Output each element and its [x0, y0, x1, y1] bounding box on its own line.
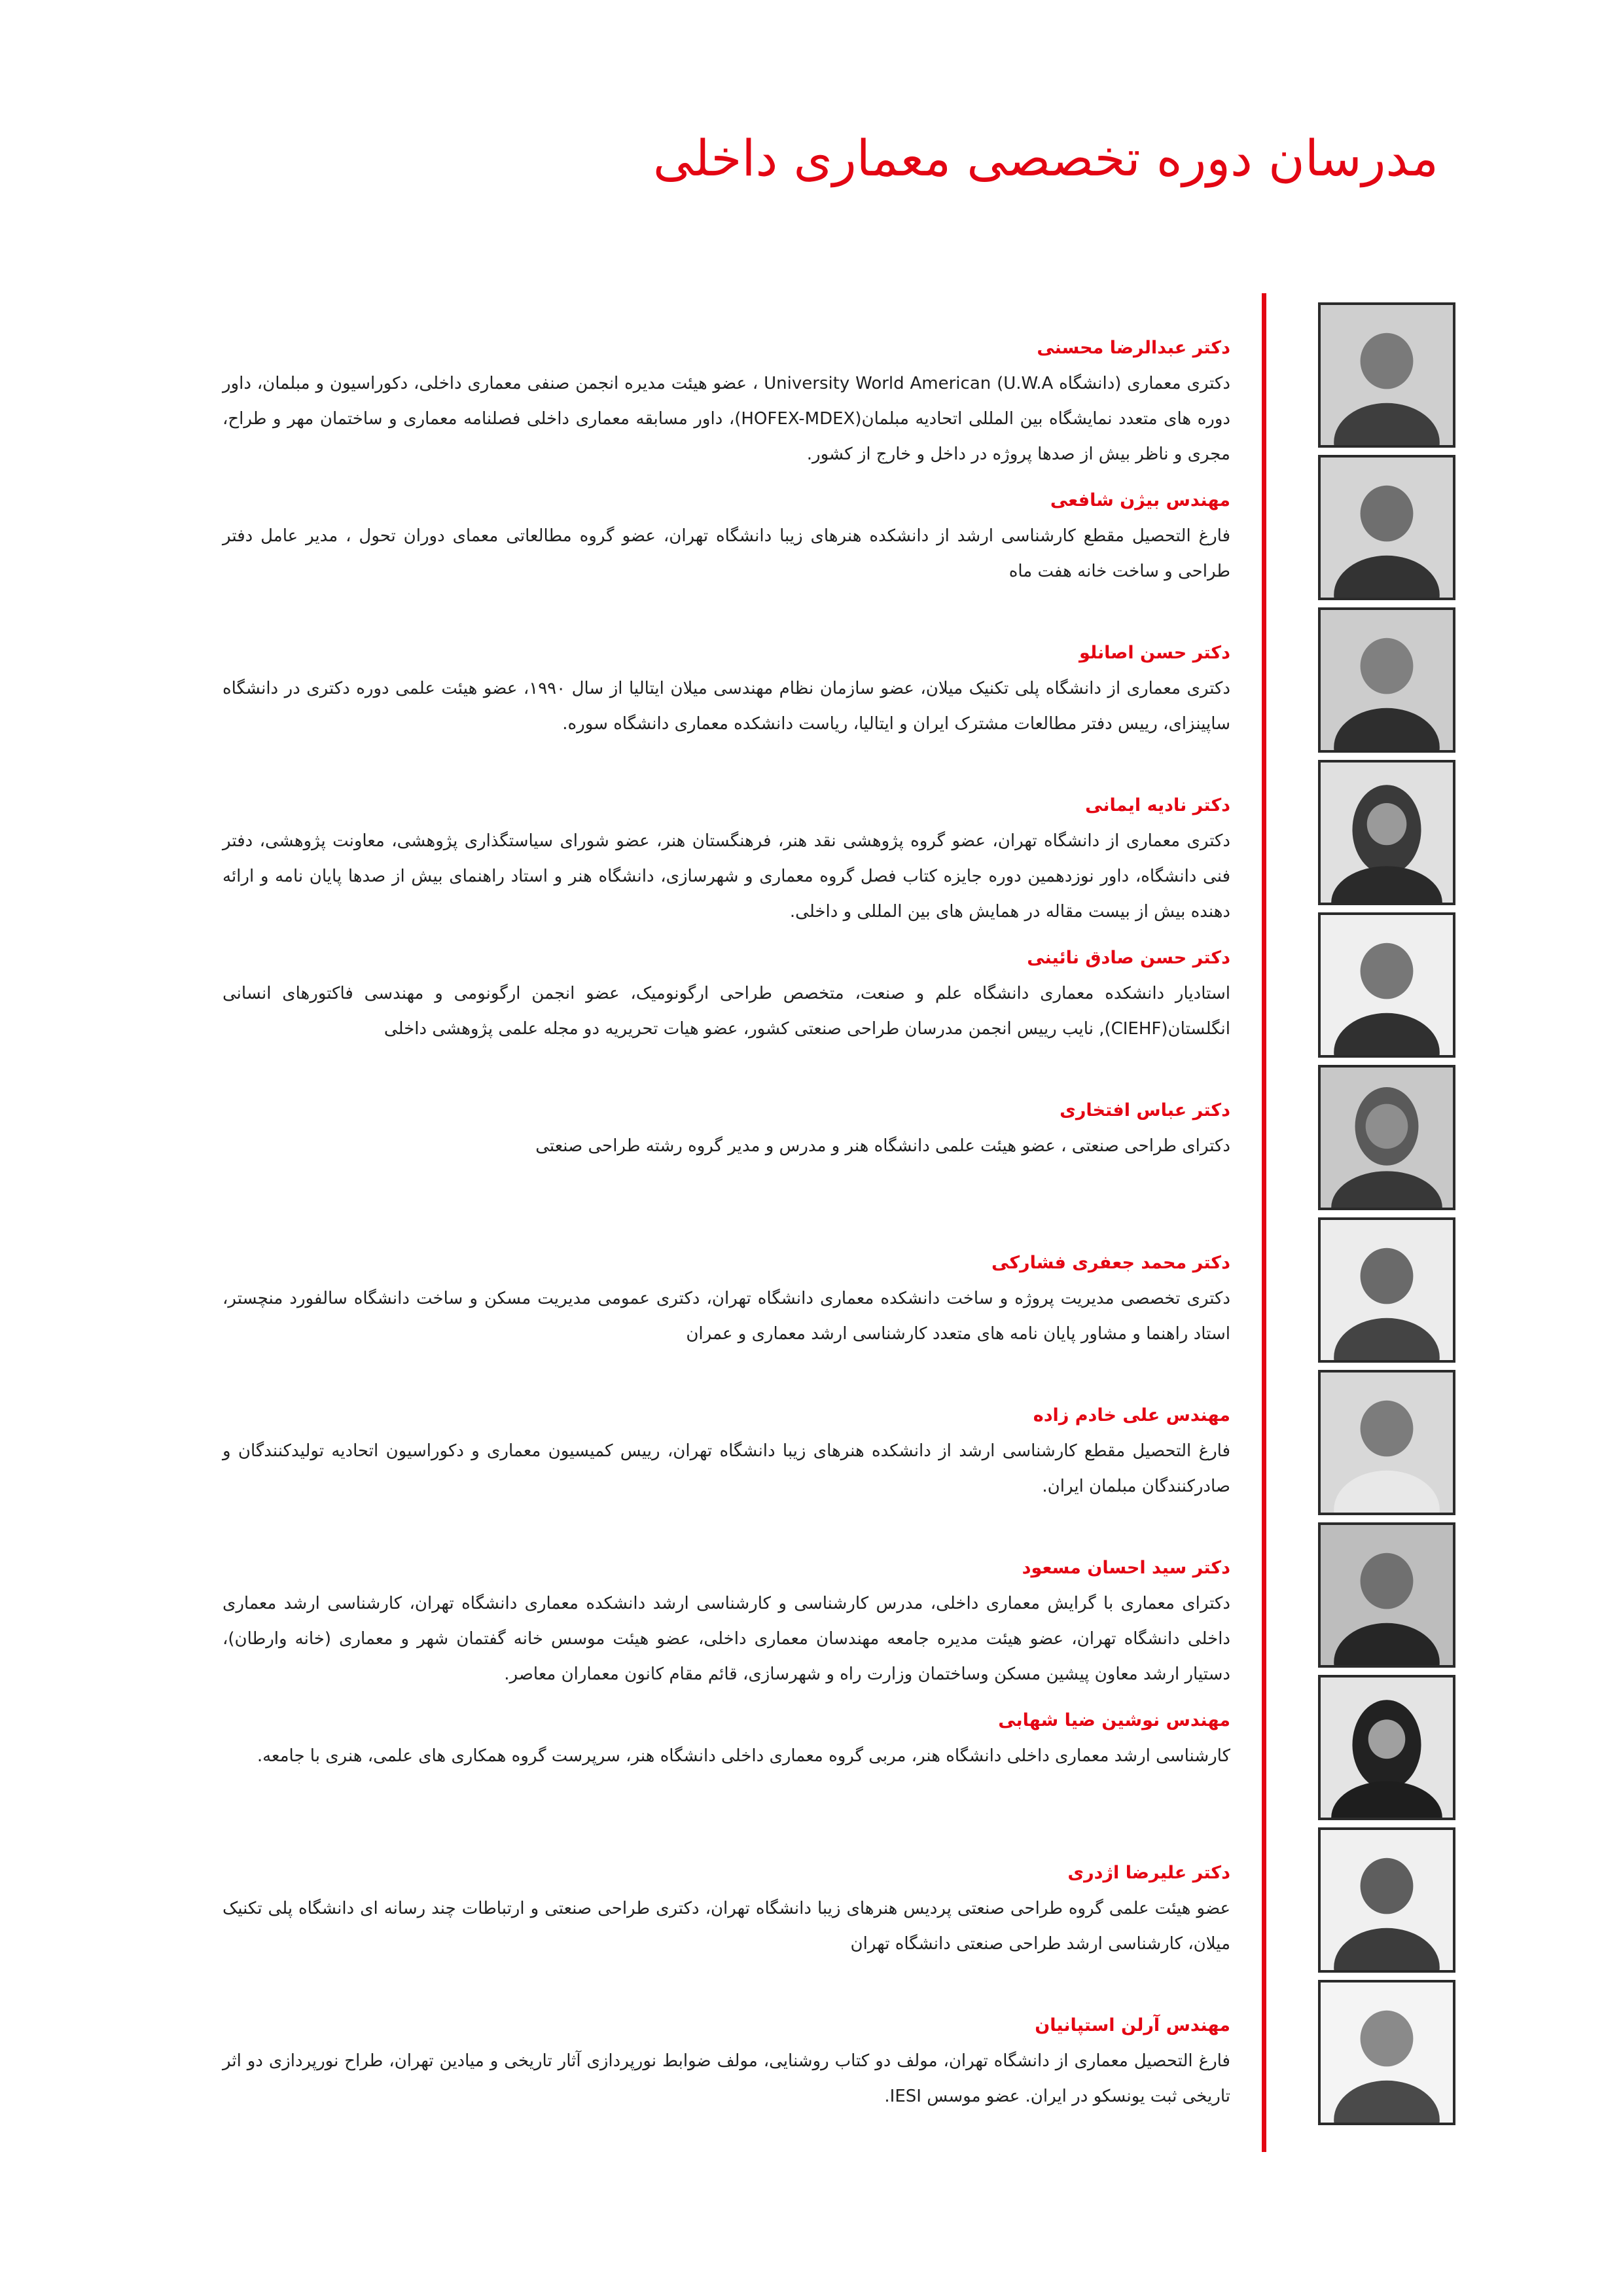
instructor-name: دکتر حسن اصانلو: [1079, 643, 1230, 663]
instructor-entry: [0, 1217, 1623, 1368]
instructor-entry: [0, 607, 1623, 758]
instructor-bio: دکتری تخصصی مدیریت پروژه و ساخت دانشکده معماری دانشگاه تهران، دکتری عمومی مدیریت مسکن و ساخت دانشگاه سالفورد منچستر، استاد راهنما و مشاور پایان نامه های متعدد کارشناسی ارشد معماری و عمران: [223, 1289, 1230, 1344]
instructor-photo: [1318, 455, 1455, 600]
instructor-photo: [1318, 1827, 1455, 1973]
instructor-bio: استادیار دانشکده معماری دانشگاه علم و صنعت، متخصص طراحی ارگونومیک، عضو انجمن ارگونومی و مهندسی فاکتورهای انسانی انگلستان(CIEHF), نایب رییس انجمن مدرسان طراحی صنعتی کشور، عضو هیات تحریریه دو مجله علمی پژوهشی داخلی: [223, 984, 1230, 1039]
instructor-photo: [1318, 1980, 1455, 2125]
instructor-photo: [1318, 302, 1455, 448]
instructor-photo: [1318, 1370, 1455, 1515]
instructor-bio: دکتری معماری از دانشگاه تهران، عضو گروه پژوهشی نقد هنر، فرهنگستان هنر، عضو شورای سیاستگذاری پژوهشی، معاونت پژوهشی، دفتر فنی دانشگاه، داور نوزدهمین دوره جایزه کتاب فصل گروه معماری و شهرسازی، دانشگاه هنر و استاد راهنمای بیش از صدها پایان نامه و ارائه دهنده بیش از بیست مقاله در همایش های بین المللی و داخلی.: [223, 831, 1230, 922]
instructor-entry: [0, 760, 1623, 922]
instructor-photo: [1318, 607, 1455, 753]
instructor-bio: دکترای طراحی صنعتی ، عضو هیئت علمی دانشگاه هنر و مدرس و مدیر گروه رشته طراحی صنعتی: [535, 1136, 1230, 1157]
instructor-bio: کارشناسی ارشد معماری داخلی دانشگاه هنر، مربی گروه معماری داخلی دانشگاه هنر، سرپرست گروه همکاری های علمی، هنری با جامعه.: [257, 1746, 1230, 1767]
instructor-entry: [0, 1370, 1623, 1520]
instructor-entry: [0, 1065, 1623, 1215]
instructor-entry: [0, 912, 1623, 1063]
page-title: مدرسان دوره تخصصی معماری داخلی: [652, 129, 1438, 187]
instructor-bio: فارغ التحصیل مقطع کارشناسی ارشد از دانشکده هنرهای زیبا دانشگاه تهران، عضو گروه مطالعاتی معمای دوران تحول ، مدیر عامل دفتر طراحی و ساخت خانه هفت ماه: [223, 526, 1230, 582]
instructor-entry: [0, 1827, 1623, 1978]
instructor-name: مهندس علی خادم زاده: [1033, 1405, 1230, 1426]
instructor-bio: فارغ التحصیل مقطع کارشناسی ارشد از دانشکده هنرهای زیبا دانشگاه تهران، رییس کمیسیون معماری و دکوراسیون اتحادیه تولیدکنندگان و صادرکنندگان مبلمان ایران.: [223, 1441, 1230, 1497]
instructor-bio: دکترای معماری با گرایش معماری داخلی، مدرس کارشناسی و کارشناسی ارشد دانشکده معماری دانشگاه تهران، کارشناسی ارشد معماری داخلی دانشگاه تهران، عضو هیئت مدیره جامعه مهندسان معماری داخلی، عضو هیئت موسس خانه گفتمان شهر و معماری (خانه وارطان)، دستیار ارشد معاون پیشین مسکن وساختمان وزارت راه و شهرسازی، قائم مقام کانون معماران معاصر.: [223, 1594, 1230, 1685]
instructor-entry: [0, 1675, 1623, 1825]
instructor-name: مهندس آرلن استپانیان: [1035, 2015, 1230, 2036]
instructor-name: دکتر عباس افتخاری: [1060, 1100, 1230, 1121]
instructor-bio: فارغ التحصیل معماری از دانشگاه تهران، مولف دو کتاب روشنایی، مولف ضوابط نورپردازی آثار تاریخی و میادین تهران، طراح نورپردازی دو اثر تاریخی ثبت یونسکو در ایران. عضو موسس IESI.: [223, 2051, 1230, 2107]
instructor-name: دکتر محمد جعفری فشارکی: [991, 1253, 1230, 1273]
instructor-name: مهندس نوشین ضیا شهابی: [998, 1710, 1230, 1731]
instructor-photo: [1318, 1522, 1455, 1668]
instructor-name: دکتر حسن صادق نائینی: [1027, 948, 1230, 968]
instructor-bio: عضو هیئت علمی گروه طراحی صنعتی پردیس هنرهای زیبا دانشگاه تهران، دکتری طراحی صنعتی و ارتباطات چند رسانه ای دانشگاه پلی تکنیک میلان، کارشناسی ارشد طراحی صنعتی دانشگاه تهران: [223, 1899, 1230, 1954]
instructor-name: دکتر علیرضا اژدری: [1067, 1863, 1230, 1883]
instructor-photo: [1318, 912, 1455, 1058]
instructor-bio: دکتری معماری (دانشگاه University World American (U.W.A ، عضو هیئت مدیره انجمن صنفی معماری داخلی، دکوراسیون و مبلمان، داور دوره های متعدد نمایشگاه بین المللی اتحادیه مبلمان(HOFEX-MDEX)، داور مسابقه معماری داخلی فصلنامه معماری و ساختمان مهر و طراح، مجری و ناظر بیش از صدها پروژه در داخل و خارج از کشور.: [223, 374, 1230, 465]
instructor-entry: [0, 455, 1623, 605]
instructor-entry: [0, 1980, 1623, 2130]
instructor-entry: [0, 302, 1623, 465]
instructor-name: دکتر سید احسان مسعود: [1022, 1558, 1230, 1578]
instructor-name: مهندس بیژن شافعی: [1050, 490, 1230, 511]
instructor-photo: [1318, 1217, 1455, 1363]
instructor-photo: [1318, 1065, 1455, 1210]
instructor-name: دکتر عبدالرضا محسنی: [1037, 338, 1230, 358]
instructor-bio: دکتری معماری از دانشگاه پلی تکنیک میلان، عضو سازمان نظام مهندسی میلان ایتالیا از سال ۱۹۹۰، عضو هیئت علمی دوره دکتری در دانشگاه ساپینزای، رییس دفتر مطالعات مشترک ایران و ایتالیا، ریاست دانشکده معماری دانشگاه سوره.: [223, 679, 1230, 734]
instructor-photo: [1318, 760, 1455, 905]
instructor-photo: [1318, 1675, 1455, 1820]
instructor-entry: [0, 1522, 1623, 1685]
instructor-name: دکتر نادیه ایمانی: [1085, 795, 1230, 816]
